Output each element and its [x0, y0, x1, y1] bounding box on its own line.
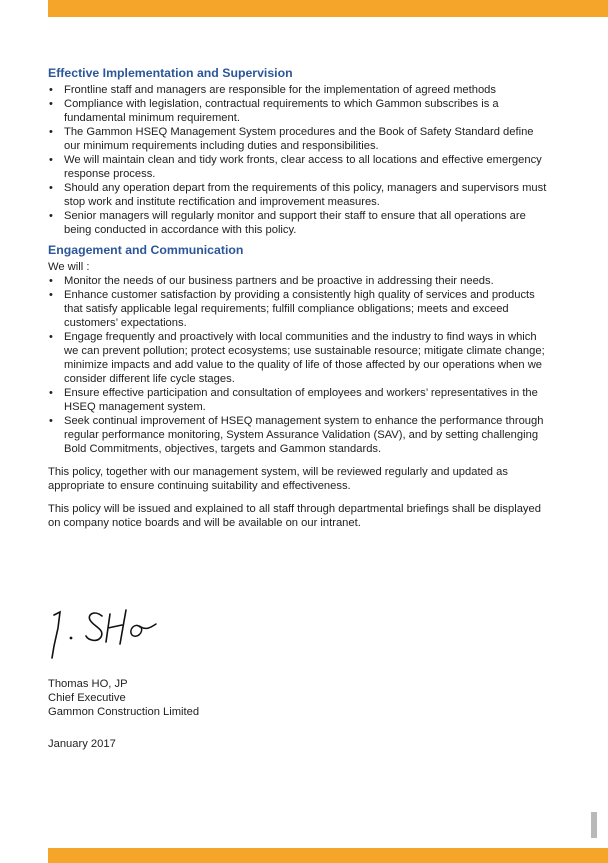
bullet-icon: • [49, 415, 53, 427]
list-item: • Engage frequently and proactively with local communities and the industry to find ways in which we can prevent pollution; protect ecosystems; use sustainable resource; mitigate climate change; minimize impacts and add value to the quality of life of those affected by our operations when we consider different life cycle stages. [49, 331, 545, 385]
bullet-icon: • [49, 84, 53, 96]
list-item: • Monitor the needs of our business partners and be proactive in addressing their needs. [49, 275, 494, 287]
engagement-list [48, 274, 548, 456]
handwritten-signature [40, 600, 165, 670]
policy-content [48, 62, 548, 530]
list-item: • Ensure effective participation and consultation of employees and workers’ representatives in the HSEQ management system. [49, 387, 538, 413]
list-item: • Enhance customer satisfaction by providing a consistently high quality of services and products that satisfy applicable legal requirements; fulfill compliance obligations; meets and exceed customers’ expectations. [49, 289, 535, 329]
list-item: • We will maintain clean and tidy work fronts, clear access to all locations and effective emergency response process. [49, 154, 542, 180]
list-item: • Senior managers will regularly monitor and support their staff to ensure that all operations are being conducted in accordance with this policy. [49, 210, 526, 236]
bullet-icon: • [49, 289, 53, 301]
signatory-company: Gammon Construction Limited [48, 706, 200, 718]
bullet-icon: • [49, 182, 53, 194]
bullet-icon: • [49, 387, 53, 399]
review-paragraph: This policy, together with our management system, will be reviewed regularly and updated as appropriate to ensure continuing suitability and effectiveness. [48, 466, 508, 492]
engagement-intro: We will : [48, 261, 90, 273]
issue-date: January 2017 [48, 738, 116, 750]
list-item: • Compliance with legislation, contractual requirements to which Gammon subscribes is a fundamental minimum requirement. [49, 98, 499, 124]
section-heading-engagement: Engagement and Communication [48, 243, 244, 257]
signatory-block [48, 677, 199, 719]
communication-paragraph: This policy will be issued and explained to all staff through departmental briefings shall be displayed on company notice boards and will be available on our intranet. [48, 503, 541, 529]
list-item: • The Gammon HSEQ Management System procedures and the Book of Safety Standard define our minimum requirements including duties and responsibilities. [49, 126, 534, 152]
list-item: • Frontline staff and managers are responsible for the implementation of agreed methods [49, 84, 497, 96]
bullet-icon: • [49, 275, 53, 287]
bullet-icon: • [49, 210, 53, 222]
bullet-icon: • [49, 126, 53, 138]
bullet-icon: • [49, 98, 53, 110]
top-accent-bar [48, 0, 608, 17]
implementation-list [48, 83, 548, 237]
bottom-accent-bar [48, 848, 608, 863]
list-item: • Should any operation depart from the requirements of this policy, managers and supervisors must stop work and institute rectification and improvement measures. [49, 182, 547, 208]
signatory-name: Thomas HO, JP [48, 678, 128, 690]
list-item: • Seek continual improvement of HSEQ management system to enhance the performance through regular performance monitoring, System Assurance Validation (SAV), and by setting challenging Bold Commitments, objectives, targets and Gammon standards. [49, 415, 544, 455]
bullet-icon: • [49, 331, 53, 343]
section-heading-implementation: Effective Implementation and Supervision [48, 66, 293, 80]
bullet-icon: • [49, 154, 53, 166]
document-code-mark [591, 812, 597, 838]
signatory-title: Chief Executive [48, 692, 126, 704]
